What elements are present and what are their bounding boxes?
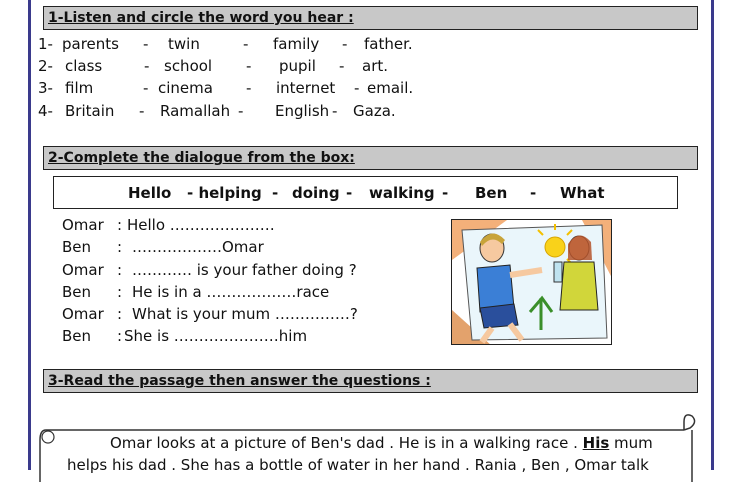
- speaker: Omar: [62, 216, 104, 234]
- separator: -: [339, 57, 345, 75]
- dialogue-text[interactable]: ………………Omar: [132, 238, 264, 256]
- word-option[interactable]: school: [164, 57, 213, 75]
- separator: -: [354, 79, 360, 97]
- separator: -: [272, 184, 279, 202]
- word-option[interactable]: Gaza.: [353, 102, 396, 120]
- box-word: doing: [292, 184, 340, 202]
- dialogue-text[interactable]: She is …………………him: [124, 327, 308, 345]
- separator: -: [332, 102, 338, 120]
- speaker: Omar: [62, 305, 104, 323]
- section-3-title: 3-Read the passage then answer the questions :: [43, 369, 698, 393]
- race-illustration: [451, 219, 612, 345]
- word-option[interactable]: class: [65, 57, 103, 75]
- word-option[interactable]: father.: [364, 35, 413, 53]
- separator: -: [246, 57, 252, 75]
- word-option[interactable]: internet: [276, 79, 336, 97]
- box-word: Hello: [128, 184, 172, 202]
- word-option[interactable]: English: [275, 102, 330, 120]
- dialogue-text[interactable]: He is in a ………………race: [132, 283, 330, 301]
- separator: -: [346, 184, 353, 202]
- separator: -: [143, 79, 149, 97]
- passage-line-2: helps his dad . She has a bottle of water in her hand . Rania , Ben , Omar talk: [67, 456, 649, 474]
- page-frame-right: [711, 0, 714, 470]
- row-number: 4-: [38, 102, 53, 120]
- separator: -: [139, 102, 145, 120]
- word-option[interactable]: Ramallah: [160, 102, 231, 120]
- row-number: 3-: [38, 79, 53, 97]
- section-1-title: 1-Listen and circle the word you hear :: [43, 6, 698, 30]
- separator: -: [246, 79, 252, 97]
- speaker: Ben: [62, 283, 92, 301]
- word-option[interactable]: art.: [362, 57, 389, 75]
- box-word: - helping: [187, 184, 262, 202]
- box-word: Ben: [475, 184, 508, 202]
- box-word: walking: [369, 184, 435, 202]
- dialogue-text[interactable]: ………… is your father doing ?: [132, 261, 357, 279]
- race-illustration-svg: [452, 220, 612, 345]
- section-2-title: 2-Complete the dialogue from the box:: [43, 146, 698, 170]
- page-frame-left: [28, 0, 31, 470]
- colon: :: [117, 216, 123, 234]
- colon: :: [117, 283, 123, 301]
- speaker: Omar: [62, 261, 104, 279]
- word-option[interactable]: twin: [168, 35, 200, 53]
- word-box: [53, 176, 678, 209]
- dialogue-text[interactable]: What is your mum ……………?: [132, 305, 358, 323]
- box-word: What: [560, 184, 605, 202]
- passage-text: mum: [609, 434, 653, 452]
- colon: :: [117, 305, 123, 323]
- word-option[interactable]: email.: [367, 79, 414, 97]
- passage-text: Omar looks at a picture of Ben's dad . He is in a walking race .: [110, 434, 583, 452]
- speaker: Ben: [62, 238, 92, 256]
- separator: -: [442, 184, 449, 202]
- word-option[interactable]: pupil: [279, 57, 316, 75]
- separator: -: [243, 35, 249, 53]
- separator: -: [342, 35, 348, 53]
- colon: :: [117, 261, 123, 279]
- separator: -: [238, 102, 244, 120]
- word-option[interactable]: film: [65, 79, 94, 97]
- word-option[interactable]: family: [273, 35, 320, 53]
- word-option[interactable]: parents: [62, 35, 119, 53]
- separator: -: [530, 184, 537, 202]
- passage-line-1: [110, 434, 653, 452]
- word-option[interactable]: cinema: [158, 79, 213, 97]
- colon: :: [117, 238, 123, 256]
- passage-underlined-word: His: [582, 434, 610, 452]
- colon: :: [117, 327, 123, 345]
- dialogue-text[interactable]: Hello …………………: [127, 216, 275, 234]
- row-number: 2-: [38, 57, 53, 75]
- separator: -: [143, 35, 149, 53]
- separator: -: [144, 57, 150, 75]
- speaker: Ben: [62, 327, 92, 345]
- row-number: 1-: [38, 35, 53, 53]
- word-option[interactable]: Britain: [65, 102, 115, 120]
